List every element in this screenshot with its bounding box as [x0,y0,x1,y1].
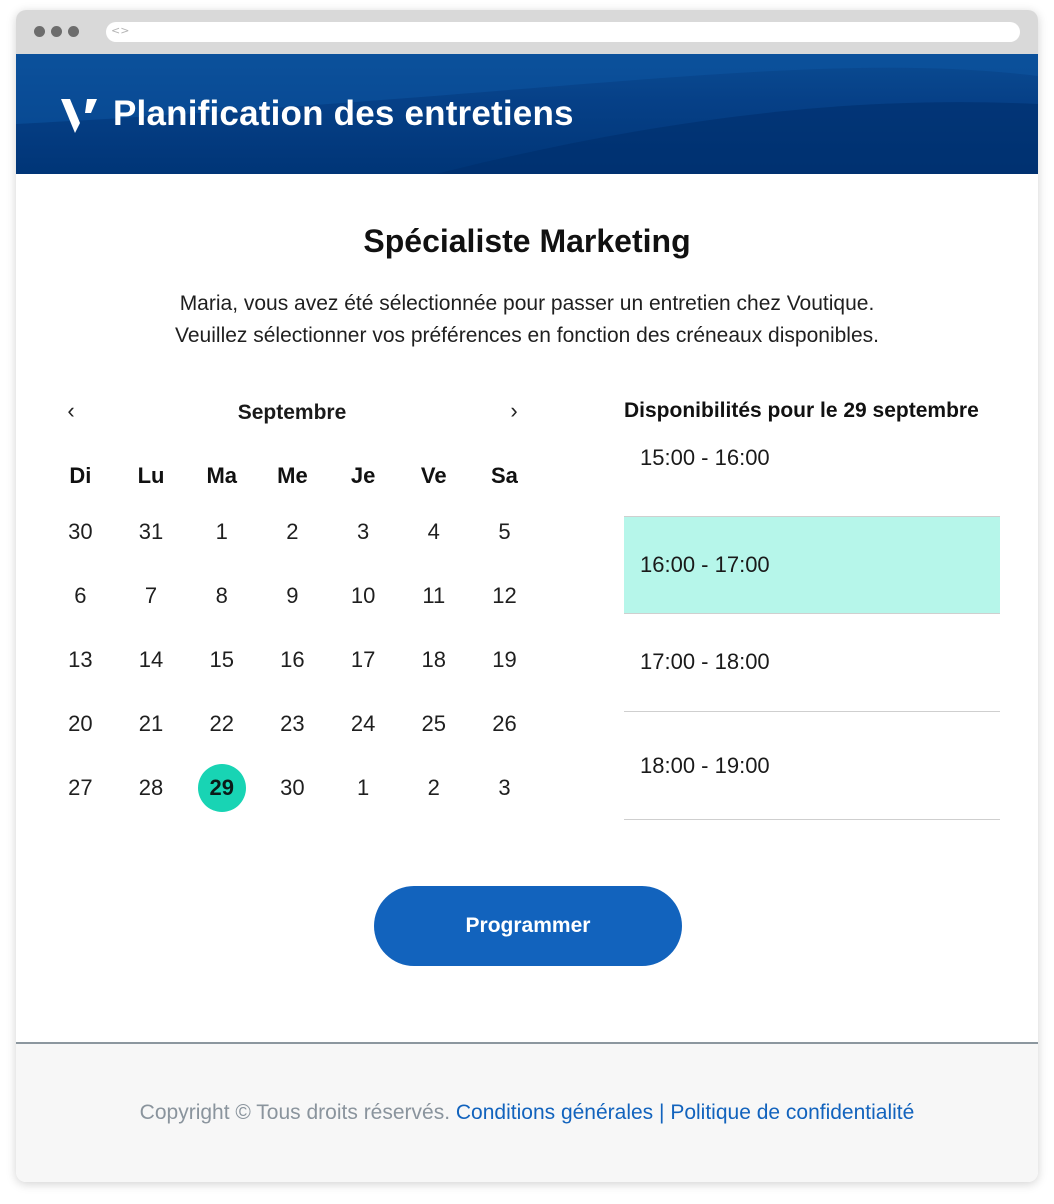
calendar-day[interactable]: 13 [68,647,93,672]
browser-chrome [16,10,1038,54]
time-slot[interactable]: 15:00 - 16:00 [640,445,770,470]
calendar-day[interactable]: 16 [280,647,305,672]
calendar-day[interactable]: 27 [68,775,93,800]
next-month-chevron-icon[interactable]: › [510,398,518,423]
weekday-label: Sa [491,463,518,488]
code-brackets-icon: <> [111,24,130,37]
voutique-v-logo [61,99,99,133]
footer-text [16,1101,1038,1125]
weekday-label: Me [277,463,308,488]
weekday-label: Di [69,463,92,488]
calendar-day[interactable]: 18 [421,647,447,672]
calendar-day[interactable]: 1 [215,519,228,544]
schedule-button[interactable]: Programmer [374,886,682,966]
calendar-month-label: Septembre [237,401,347,424]
calendar-day[interactable]: 8 [215,583,228,608]
calendar-day[interactable]: 31 [138,519,164,544]
page-header [16,54,1038,174]
page-footer [16,1042,1038,1182]
calendar-week-row [45,756,540,820]
calendar-day[interactable]: 14 [138,647,164,672]
weekday-label: Lu [137,463,165,488]
window-dot-icon [34,26,45,37]
job-title: Spécialiste Marketing [363,223,691,259]
calendar-weekday-header [45,452,540,500]
calendar-day[interactable]: 26 [492,711,517,736]
previous-month-chevron-icon[interactable]: ‹ [67,398,75,423]
calendar-day[interactable]: 20 [68,711,93,736]
calendar-day[interactable]: 28 [138,775,164,800]
calendar-day[interactable]: 3 [498,775,511,800]
address-bar[interactable] [106,22,1020,42]
time-slot-list [624,432,1000,820]
calendar-day[interactable]: 30 [280,775,305,800]
window-dot-icon [51,26,62,37]
calendar-day[interactable]: 24 [350,711,376,736]
calendar-day[interactable]: 11 [422,583,446,608]
browser-window [16,10,1038,1182]
calendar-day[interactable]: 2 [286,519,299,544]
calendar-day[interactable]: 3 [356,519,370,544]
calendar-day-selected[interactable] [186,756,257,820]
calendar-day[interactable]: 6 [74,583,87,608]
calendar-week-row [45,692,540,756]
copyright-text: Copyright © Tous droits réservés. [139,1101,456,1124]
calendar-day[interactable]: 4 [427,519,440,544]
calendar-day[interactable]: 23 [280,711,305,736]
calendar-week-row [45,564,540,628]
weekday-label: Ma [206,463,237,488]
calendar-grid [45,452,540,820]
terms-link[interactable]: Conditions générales [455,1101,654,1124]
selected-day-label: 29 [198,764,246,812]
calendar-day[interactable]: 1 [356,775,370,800]
calendar-day[interactable]: 19 [492,647,517,672]
calendar-day[interactable]: 21 [138,711,164,736]
calendar-week-row [45,628,540,692]
calendar-day[interactable]: 22 [209,711,234,736]
calendar-day[interactable]: 2 [427,775,440,800]
calendar-day[interactable]: 17 [350,647,376,672]
calendar-day[interactable]: 10 [350,583,376,608]
calendar-day[interactable]: 7 [144,583,158,608]
time-slot[interactable]: 17:00 - 18:00 [624,614,1000,712]
calendar-day[interactable]: 25 [421,711,447,736]
calendar-day[interactable]: 12 [492,583,517,608]
privacy-link[interactable]: Politique de confidentialité [670,1101,915,1124]
time-slot-selected[interactable]: 16:00 - 17:00 [624,516,1000,614]
time-slot[interactable]: 18:00 - 19:00 [624,712,1000,820]
weekday-label: Je [350,463,376,488]
availability-title: Disponibilités pour le 29 septembre [624,399,979,422]
intro-text [16,288,1038,352]
link-separator: | [653,1101,671,1124]
window-dot-icon [68,26,79,37]
intro-line: Veuillez sélectionner vos préférences en fonction des créneaux disponibles. [175,324,879,347]
calendar-day[interactable]: 5 [498,519,511,544]
weekday-label: Ve [420,463,447,488]
calendar-day[interactable]: 15 [209,647,234,672]
page-title: Planification des entretiens [113,94,574,133]
calendar-day[interactable]: 9 [286,583,299,608]
calendar-day[interactable]: 30 [68,519,93,544]
intro-line: Maria, vous avez été sélectionnée pour passer un entretien chez Voutique. [179,292,875,315]
calendar-week-row [45,500,540,564]
